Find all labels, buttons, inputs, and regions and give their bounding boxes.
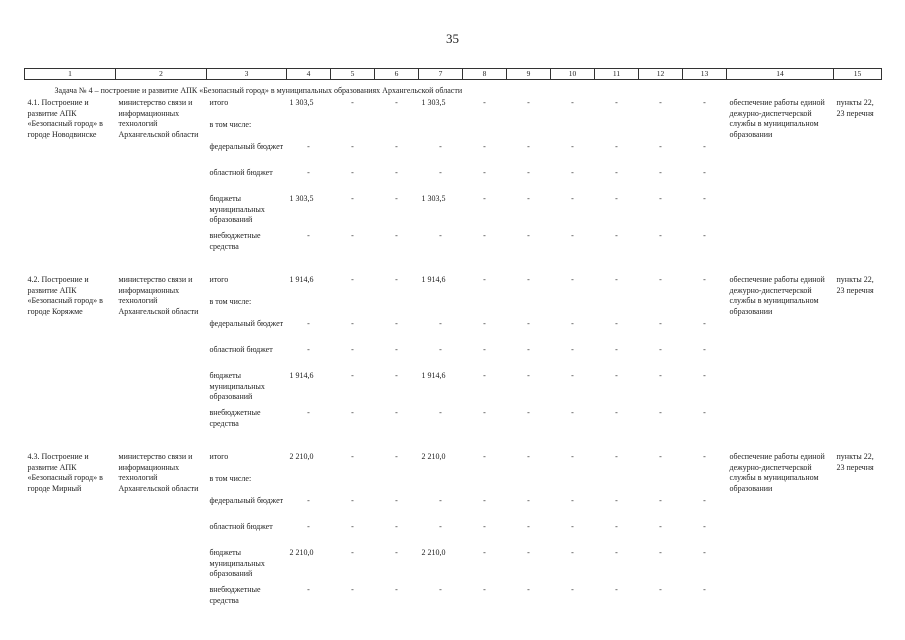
value-cell: - — [351, 452, 354, 461]
value-cell — [287, 474, 331, 496]
value-cell: - — [351, 522, 354, 531]
value-cell — [375, 474, 419, 496]
value-cell — [639, 474, 683, 496]
year-amount: 1 303,5 — [421, 98, 446, 107]
value-cell — [595, 297, 639, 319]
value-cell — [331, 474, 375, 496]
funding-source-label: в том числе: — [209, 120, 252, 129]
value-cell: - — [571, 452, 574, 461]
value-cell: - — [615, 371, 618, 380]
funding-source-label: федеральный бюджет — [209, 319, 284, 328]
value-cell — [683, 297, 727, 319]
executor-name: министерство связи и информационных технологий Архангельской области — [118, 275, 199, 316]
value-cell: - — [703, 548, 706, 557]
value-cell — [551, 474, 595, 496]
value-cell: - — [615, 231, 618, 240]
funding-source-label: в том числе: — [209, 474, 252, 483]
value-cell: - — [659, 345, 662, 354]
total-amount: - — [307, 319, 310, 328]
value-cell: - — [395, 452, 398, 461]
value-cell: - — [571, 142, 574, 151]
task-title-row — [25, 80, 882, 99]
value-cell: - — [483, 345, 486, 354]
total-amount: - — [307, 168, 310, 177]
total-amount: - — [307, 496, 310, 505]
total-amount: - — [307, 408, 310, 417]
value-cell: - — [615, 585, 618, 594]
year-amount: - — [439, 585, 442, 594]
value-cell: - — [483, 522, 486, 531]
value-cell: - — [659, 585, 662, 594]
subtask-name: 4.1. Построение и развитие АПК «Безопасный город» в городе Новодвинске — [27, 98, 103, 139]
value-cell: - — [703, 452, 706, 461]
funding-source-label: в том числе: — [209, 297, 252, 306]
column-number-header: 6 — [375, 69, 419, 80]
value-cell: - — [659, 194, 662, 203]
column-number-header: 9 — [507, 69, 551, 80]
value-cell: - — [659, 408, 662, 417]
year-amount: 2 210,0 — [421, 452, 446, 461]
value-cell — [331, 297, 375, 319]
value-cell — [287, 297, 331, 319]
value-cell: - — [703, 168, 706, 177]
value-cell: - — [527, 452, 530, 461]
funding-source-label: внебюджетные средства — [209, 585, 261, 605]
value-cell: - — [527, 98, 530, 107]
value-cell: - — [351, 231, 354, 240]
value-cell: - — [571, 194, 574, 203]
value-cell — [507, 120, 551, 142]
value-cell: - — [703, 142, 706, 151]
value-cell: - — [483, 496, 486, 505]
value-cell — [419, 120, 463, 142]
year-amount: 1 914,6 — [421, 371, 446, 380]
value-cell: - — [703, 275, 706, 284]
value-cell: - — [527, 275, 530, 284]
year-amount: - — [439, 345, 442, 354]
column-number-header: 14 — [727, 69, 834, 80]
year-amount: 1 303,5 — [421, 194, 446, 203]
value-cell — [463, 297, 507, 319]
value-cell: - — [703, 522, 706, 531]
value-cell — [419, 297, 463, 319]
funding-source-label: внебюджетные средства — [209, 231, 261, 251]
value-cell — [639, 120, 683, 142]
column-number-header: 10 — [551, 69, 595, 80]
value-cell: - — [615, 522, 618, 531]
funding-source-label: внебюджетные средства — [209, 408, 261, 428]
value-cell: - — [703, 408, 706, 417]
value-cell: - — [483, 319, 486, 328]
value-cell: - — [659, 548, 662, 557]
value-cell: - — [395, 408, 398, 417]
column-number-header: 13 — [683, 69, 727, 80]
value-cell: - — [615, 452, 618, 461]
value-cell: - — [395, 345, 398, 354]
value-cell: - — [351, 194, 354, 203]
funding-source-label: итого — [209, 275, 229, 284]
total-amount: 1 303,5 — [289, 194, 314, 203]
value-cell: - — [571, 496, 574, 505]
value-cell: - — [615, 98, 618, 107]
value-cell — [507, 297, 551, 319]
value-cell: - — [351, 548, 354, 557]
column-number-header: 12 — [639, 69, 683, 80]
value-cell: - — [351, 585, 354, 594]
value-cell: - — [571, 522, 574, 531]
value-cell: - — [351, 319, 354, 328]
value-cell: - — [703, 319, 706, 328]
value-cell: - — [703, 98, 706, 107]
value-cell: - — [395, 168, 398, 177]
year-amount: - — [439, 319, 442, 328]
value-cell: - — [659, 319, 662, 328]
value-cell: - — [351, 142, 354, 151]
value-cell: - — [703, 496, 706, 505]
task-title: Задача № 4 – построение и развитие АПК «Безопасный город» в муниципальных образованиях Архангельской области — [54, 86, 463, 95]
value-cell: - — [571, 275, 574, 284]
value-cell: - — [395, 231, 398, 240]
reference-text: пункты 22, 23 перечня — [836, 275, 874, 295]
total-amount: 1 303,5 — [289, 98, 314, 107]
value-cell: - — [703, 585, 706, 594]
value-cell: - — [571, 168, 574, 177]
column-number-header: 3 — [207, 69, 287, 80]
value-cell: - — [615, 548, 618, 557]
value-cell — [551, 297, 595, 319]
funding-source-label: бюджеты муниципальных образований — [209, 194, 265, 224]
value-cell: - — [659, 275, 662, 284]
value-cell: - — [527, 194, 530, 203]
table-row — [25, 452, 882, 474]
value-cell: - — [527, 496, 530, 505]
value-cell: - — [615, 142, 618, 151]
value-cell: - — [395, 275, 398, 284]
value-cell — [595, 474, 639, 496]
funding-source-label: федеральный бюджет — [209, 496, 284, 505]
value-cell: - — [483, 142, 486, 151]
table-row — [25, 275, 882, 297]
year-amount: - — [439, 142, 442, 151]
value-cell: - — [571, 585, 574, 594]
value-cell: - — [395, 98, 398, 107]
column-number-row — [25, 69, 882, 80]
value-cell: - — [395, 371, 398, 380]
year-amount: - — [439, 496, 442, 505]
table-row — [25, 98, 882, 120]
value-cell: - — [659, 142, 662, 151]
value-cell: - — [483, 98, 486, 107]
value-cell — [287, 120, 331, 142]
value-cell: - — [615, 275, 618, 284]
value-cell: - — [571, 319, 574, 328]
value-cell: - — [615, 319, 618, 328]
value-cell: - — [351, 408, 354, 417]
value-cell: - — [395, 194, 398, 203]
column-number-header: 8 — [463, 69, 507, 80]
total-amount: - — [307, 522, 310, 531]
total-amount: - — [307, 585, 310, 594]
executor-name: министерство связи и информационных технологий Архангельской области — [118, 98, 199, 139]
value-cell: - — [571, 231, 574, 240]
total-amount: - — [307, 231, 310, 240]
funding-source-label: бюджеты муниципальных образований — [209, 371, 265, 401]
value-cell: - — [703, 371, 706, 380]
funding-source-label: областной бюджет — [209, 168, 273, 177]
executor-name: министерство связи и информационных технологий Архангельской области — [118, 452, 199, 493]
value-cell — [375, 120, 419, 142]
expected-result: обеспечение работы единой дежурно-диспетчерской службы в муниципальном образовании — [729, 275, 825, 316]
value-cell: - — [351, 275, 354, 284]
total-amount: 2 210,0 — [289, 452, 314, 461]
funding-source-label: федеральный бюджет — [209, 142, 284, 151]
funding-source-label: областной бюджет — [209, 345, 273, 354]
value-cell — [507, 474, 551, 496]
value-cell: - — [527, 319, 530, 328]
funding-source-label: областной бюджет — [209, 522, 273, 531]
value-cell: - — [395, 496, 398, 505]
year-amount: 2 210,0 — [421, 548, 446, 557]
column-number-header: 4 — [287, 69, 331, 80]
value-cell: - — [615, 408, 618, 417]
funding-source-label: итого — [209, 98, 229, 107]
value-cell: - — [351, 496, 354, 505]
value-cell — [595, 120, 639, 142]
program-table — [24, 68, 882, 629]
subtask-name: 4.3. Построение и развитие АПК «Безопасный город» в городе Мирный — [27, 452, 103, 493]
year-amount: - — [439, 168, 442, 177]
value-cell: - — [527, 522, 530, 531]
value-cell — [551, 120, 595, 142]
value-cell: - — [527, 371, 530, 380]
value-cell: - — [659, 371, 662, 380]
value-cell: - — [659, 496, 662, 505]
value-cell — [639, 297, 683, 319]
column-number-header: 5 — [331, 69, 375, 80]
value-cell: - — [351, 345, 354, 354]
value-cell: - — [483, 585, 486, 594]
value-cell: - — [615, 496, 618, 505]
value-cell: - — [527, 231, 530, 240]
reference-text: пункты 22, 23 перечня — [836, 98, 874, 118]
column-number-header: 7 — [419, 69, 463, 80]
value-cell: - — [615, 345, 618, 354]
value-cell: - — [703, 345, 706, 354]
value-cell: - — [571, 371, 574, 380]
value-cell — [419, 474, 463, 496]
funding-source-label: итого — [209, 452, 229, 461]
value-cell — [463, 474, 507, 496]
total-amount: 1 914,6 — [289, 275, 314, 284]
value-cell: - — [527, 345, 530, 354]
value-cell: - — [483, 231, 486, 240]
value-cell: - — [571, 98, 574, 107]
value-cell: - — [527, 142, 530, 151]
total-amount: - — [307, 345, 310, 354]
value-cell: - — [659, 522, 662, 531]
reference-text: пункты 22, 23 перечня — [836, 452, 874, 472]
value-cell: - — [571, 408, 574, 417]
value-cell: - — [527, 408, 530, 417]
value-cell: - — [483, 548, 486, 557]
value-cell: - — [483, 194, 486, 203]
value-cell: - — [527, 585, 530, 594]
expected-result: обеспечение работы единой дежурно-диспетчерской службы в муниципальном образовании — [729, 98, 825, 139]
value-cell: - — [351, 168, 354, 177]
value-cell: - — [395, 585, 398, 594]
value-cell: - — [571, 548, 574, 557]
column-number-header: 2 — [116, 69, 207, 80]
total-amount: 2 210,0 — [289, 548, 314, 557]
total-amount: - — [307, 142, 310, 151]
subtask-name: 4.2. Построение и развитие АПК «Безопасный город» в городе Коряжме — [27, 275, 103, 316]
value-cell: - — [659, 452, 662, 461]
year-amount: - — [439, 408, 442, 417]
value-cell — [683, 120, 727, 142]
year-amount: 1 914,6 — [421, 275, 446, 284]
value-cell: - — [483, 168, 486, 177]
value-cell: - — [395, 522, 398, 531]
value-cell: - — [659, 231, 662, 240]
value-cell: - — [659, 168, 662, 177]
value-cell — [331, 120, 375, 142]
page-number: 35 — [446, 31, 459, 46]
value-cell: - — [395, 142, 398, 151]
column-number-header: 11 — [595, 69, 639, 80]
expected-result: обеспечение работы единой дежурно-диспетчерской службы в муниципальном образовании — [729, 452, 825, 493]
value-cell: - — [615, 194, 618, 203]
value-cell: - — [703, 231, 706, 240]
total-amount: 1 914,6 — [289, 371, 314, 380]
value-cell: - — [703, 194, 706, 203]
value-cell: - — [395, 548, 398, 557]
column-number-header: 1 — [25, 69, 116, 80]
column-number-header: 15 — [834, 69, 882, 80]
value-cell: - — [351, 98, 354, 107]
value-cell: - — [483, 275, 486, 284]
value-cell: - — [571, 345, 574, 354]
value-cell: - — [483, 408, 486, 417]
value-cell — [683, 474, 727, 496]
value-cell: - — [615, 168, 618, 177]
funding-source-label: бюджеты муниципальных образований — [209, 548, 265, 578]
value-cell — [375, 297, 419, 319]
value-cell: - — [395, 319, 398, 328]
value-cell: - — [351, 371, 354, 380]
value-cell: - — [483, 452, 486, 461]
value-cell: - — [659, 98, 662, 107]
value-cell: - — [527, 168, 530, 177]
year-amount: - — [439, 231, 442, 240]
value-cell: - — [527, 548, 530, 557]
value-cell — [463, 120, 507, 142]
value-cell: - — [483, 371, 486, 380]
year-amount: - — [439, 522, 442, 531]
